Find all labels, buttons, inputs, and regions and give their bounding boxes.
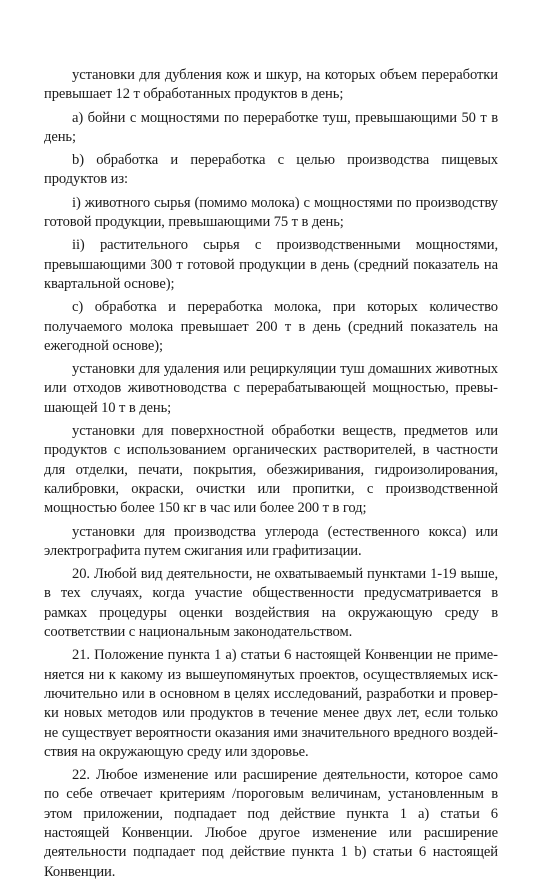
paragraph-carcass-disposal: установки для удаления или рециркуляции туш домашних животных или отходов животноводства с перерабатывающей мощностью, превышающей 10 т в день; bbox=[44, 361, 498, 416]
paragraph-item-21: 21. Положение пункта 1 а) статьи 6 настоящей Конвенции не применяется ни к какому из вышеупомянутых проектов, осуществляемых исключительно или в основном в целях исследований, разработки и проверки новых методов или продуктов в течение менее двух лет, если только не существует вероятности оказания ими значительного вредного воздействия на окружающую среду или здоровье. bbox=[44, 647, 498, 760]
paragraph-item-20: 20. Любой вид деятельности, не охватываемый пунктами 1-19 выше, в тех случаях, когда участие общественности предусматривается в рамках процедуры оценки воздействия на окружающую среду в соответствии с национальным законодательством. bbox=[44, 566, 498, 641]
paragraph-food-processing: b) обработка и переработка с целью производства пищевых продуктов из: bbox=[44, 152, 498, 188]
paragraph-vegetable-raw-materials: ii) растительного сырья с производственными мощностями, превышающими 300 т готовой продукции в день (средний показатель на квартальной основе); bbox=[44, 237, 498, 292]
paragraph-tanning: установки для дубления кож и шкур, на которых объем переработки превышает 12 т обработанных продуктов в день; bbox=[44, 67, 498, 103]
paragraph-carbon-production: установки для производства углерода (естественного кокса) или электрографита путем сжигания или графитизации. bbox=[44, 523, 498, 559]
paragraph-milk-processing: c) обработка и переработка молока, при которых количество получаемого молока превышает 200 т в день (средний показатель на ежегодной основе); bbox=[44, 299, 498, 354]
paragraph-surface-treatment: установки для поверхностной обработки веществ, предметов или продуктов с использованием органических растворителей, в частности для отделки, печати, покрытия, обезжиривания, гидроизолирования, калибровки, окраски, очистки или пропитки, с производственной мощностью более 150 кг в час или более 200 т в год; bbox=[44, 423, 498, 517]
paragraph-slaughterhouses: a) бойни с мощностями по переработке туш, превышающими 50 т в день; bbox=[44, 109, 498, 145]
paragraph-item-22: 22. Любое изменение или расширение деятельности, которое само по себе отвечает критериям /пороговым величинам, установленным в этом приложении, подпадает под действие пункта 1 а) статьи 6 настоящей Конвенции. Любое другое изменение или расширение деятельности подпадает под действие пункта 1 b) статьи 6 настоящей Конвенции. bbox=[44, 767, 498, 880]
paragraph-animal-raw-materials: i) животного сырья (помимо молока) с мощностями по производству готовой продукции, превышающими 75 т в день; bbox=[44, 194, 498, 231]
